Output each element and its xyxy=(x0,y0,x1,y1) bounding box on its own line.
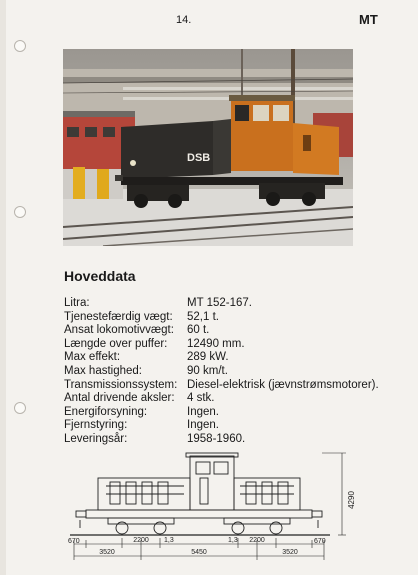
spec-value: 52,1 t. xyxy=(187,310,219,323)
spec-label: Transmissionssystem: xyxy=(64,378,178,391)
spec-value: Ingen. xyxy=(187,405,219,418)
spec-label: Energiforsyning: xyxy=(64,405,148,418)
locomotive-photo xyxy=(63,49,353,246)
section-title: Hoveddata xyxy=(64,268,136,284)
spec-value: 289 kW. xyxy=(187,351,229,364)
dim-height: 4290 xyxy=(347,491,356,509)
dim-wheel-gap: 1,3 xyxy=(228,537,238,544)
dim-length: 5450 xyxy=(191,549,207,556)
spec-label: Max effekt: xyxy=(64,351,121,364)
dim-length: 3520 xyxy=(99,549,115,556)
spec-value: 12490 mm. xyxy=(187,337,245,350)
page-number: 14. xyxy=(176,14,192,26)
spec-label: Tjenestefærdig vægt: xyxy=(64,310,173,323)
dim-bogie-wheelbase: 2200 xyxy=(249,537,265,544)
spec-label: Ansat lokomotivvægt: xyxy=(64,324,174,337)
spec-label: Antal drivende aksler: xyxy=(64,392,175,405)
spec-value: Diesel-elektrisk (jævnstrømsmotorer). xyxy=(187,378,379,391)
dim-overhang: 670 xyxy=(68,538,80,545)
binder-hole xyxy=(14,206,26,218)
dim-bogie-wheelbase: 2200 xyxy=(133,537,149,544)
spec-value: Ingen. xyxy=(187,419,219,432)
spec-label: Litra: xyxy=(64,297,90,309)
locomotive-side-drawing xyxy=(60,448,360,568)
spec-value: MT 152-167. xyxy=(187,297,252,309)
spec-value: 90 km/t. xyxy=(187,365,228,377)
spec-label: Fjernstyring: xyxy=(64,419,128,432)
spec-label: Max hastighed: xyxy=(64,365,142,377)
spec-value: 4 stk. xyxy=(187,392,215,405)
page-edge xyxy=(0,0,6,575)
dim-length: 3520 xyxy=(282,549,298,556)
spec-value: 60 t. xyxy=(187,324,210,337)
class-code: MT xyxy=(359,12,378,27)
spec-value: 1958-1960. xyxy=(187,433,246,445)
spec-label: Længde over puffer: xyxy=(64,337,168,350)
binder-hole xyxy=(14,40,26,52)
dim-overhang: 670 xyxy=(314,538,326,545)
loco-marking: DSB xyxy=(187,152,211,164)
dim-wheel-gap: 1,3 xyxy=(164,537,174,544)
binder-hole xyxy=(14,402,26,414)
spec-label: Leveringsår: xyxy=(64,433,128,445)
